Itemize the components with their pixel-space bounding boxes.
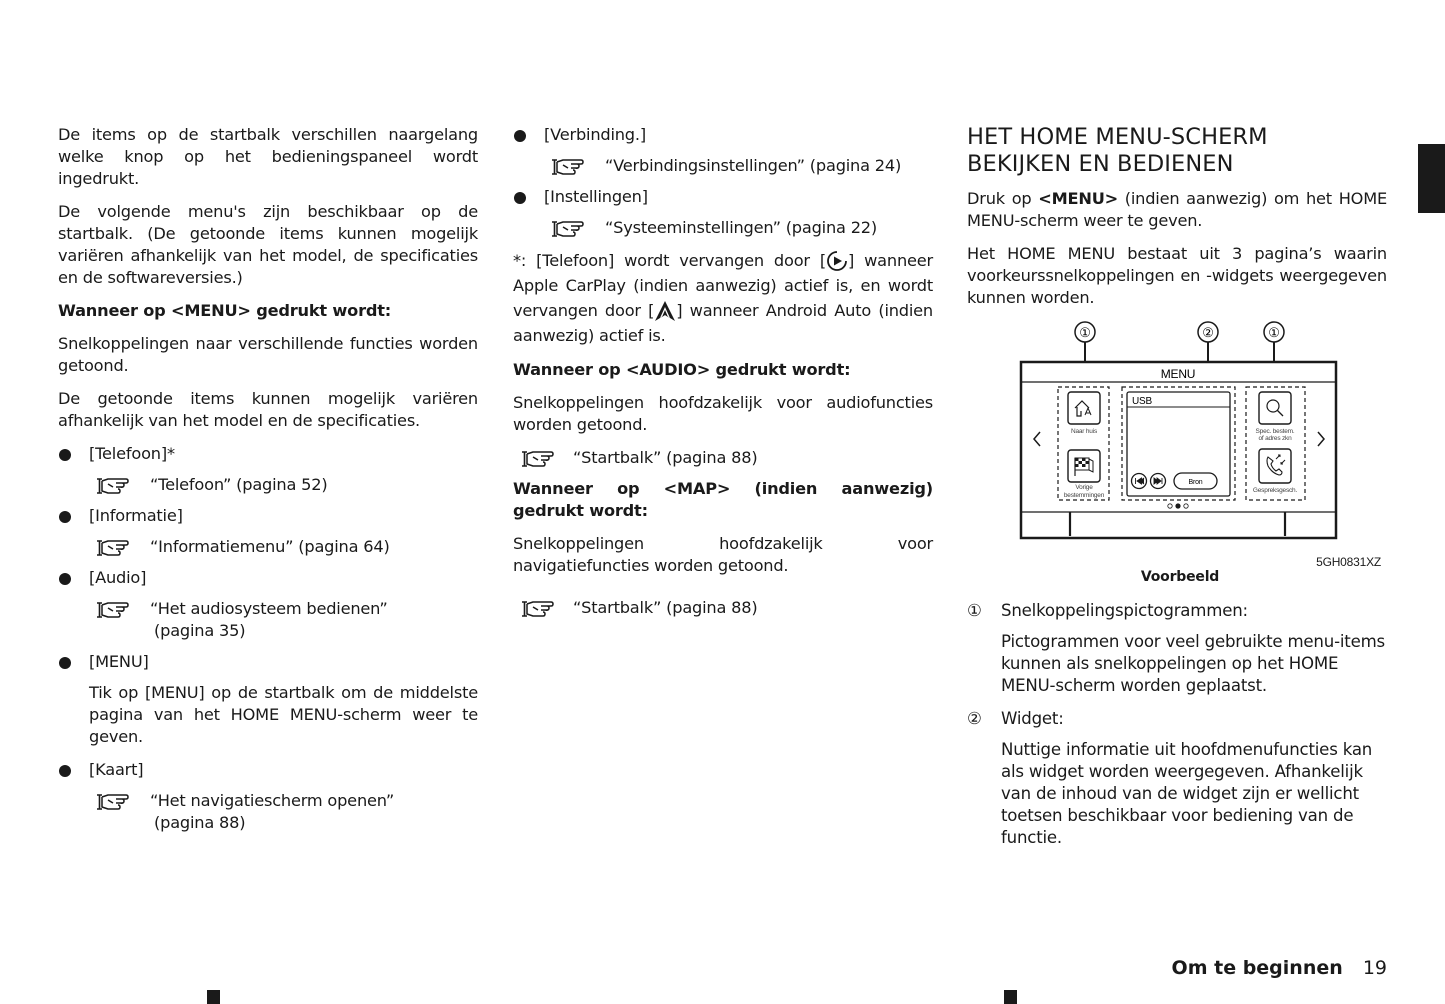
footnote-part-3: ] wanneer Android Auto (indien aanwezig) actief is. [513,301,933,345]
widget-title: USB [1132,396,1152,407]
shortcut-label: Spec. bestem. [1255,428,1295,435]
heading-menu-pressed: Wanneer op <MENU> gedrukt wordt: [58,301,392,320]
legend-title: Widget: [1001,709,1064,728]
legend-number: ② [967,709,982,728]
bullet-icon [59,657,71,669]
section-title [967,124,1387,178]
source-button[interactable] [1174,473,1217,489]
reference-text[interactable]: “Het navigatiescherm openen” [150,791,395,810]
menu-description: Snelkoppelingen naar verschillende functies worden getoond. [58,334,478,375]
callout-number: ① [1268,325,1280,340]
page-reference-verbinding[interactable] [513,155,933,177]
text: (indien aanwezig) om het HOME MENU-scherm weer te geven. [967,189,1387,230]
shortcut-gespreksgeschiedenis[interactable] [1253,449,1298,494]
page-reference-audio[interactable] [58,598,478,642]
menu-item-description: Tik op [MENU] op de startbalk om de middelste pagina van het HOME MENU-scherm weer te geven. [89,683,478,746]
item-label: [Informatie] [89,506,183,525]
list-item-informatie [58,505,478,527]
bullet-icon [514,192,526,204]
heading-audio-pressed: Wanneer op <AUDIO> gedrukt wordt: [513,360,851,379]
list-item-telefoon [58,443,478,465]
chapter-tab-marker [1418,144,1445,213]
column-right [967,124,1387,860]
item-label: [Telefoon]* [89,444,175,463]
bullet-icon [59,573,71,585]
intro-paragraph-1: De items op de startbalk verschillen naargelang welke knop op het bedieningspaneel wordt ingedrukt. [58,125,478,188]
item-label: [Verbinding.] [544,125,646,144]
paragraph-menu-button [967,188,1387,232]
footnote [513,248,933,348]
footnote-part-2: ] wanneer Apple CarPlay (indien aanwezig) actief is, en wordt vervangen door [ [513,251,933,320]
reference-text[interactable]: “Startbalk” (pagina 88) [573,448,758,467]
column-left [58,124,478,843]
reference-text[interactable]: “Telefoon” (pagina 52) [150,475,328,494]
section-title-line-1: HET HOME MENU-SCHERM [967,124,1268,150]
skip-previous-icon[interactable] [1132,474,1147,489]
page-footer [1172,957,1387,979]
page-reference-audio-startbalk[interactable] [513,447,933,469]
list-item-menu [58,651,478,673]
audio-description: Snelkoppelingen hoofdzakelijk voor audiofuncties worden getoond. [513,393,933,434]
page-dot[interactable] [1184,504,1188,508]
text: Druk op [967,189,1039,208]
menu-key: <MENU> [1038,189,1119,208]
list-item-kaart [58,759,478,781]
item-label: [Kaart] [89,760,144,779]
legend-number: ① [967,601,982,620]
callout-number: ① [1079,325,1091,340]
page-reference-telefoon[interactable] [58,474,478,496]
reference-text[interactable]: “Verbindingsinstellingen” (pagina 24) [605,156,902,175]
shortcut-label: Naar huis [1070,428,1098,435]
reference-hand-icon [96,477,130,495]
reference-text[interactable]: “Het audiosysteem bedienen” [150,599,388,618]
reference-text[interactable]: “Informatiemenu” (pagina 64) [150,537,390,556]
reference-hand-icon [96,539,130,557]
crop-mark-right [1004,990,1017,1004]
footer-section-title: Om te beginnen [1171,957,1343,979]
shortcut-naar-huis[interactable] [1068,392,1100,435]
page-reference-informatie[interactable] [58,536,478,558]
reference-hand-icon [96,793,130,811]
shortcut-label: of adres zkn [1258,435,1292,442]
shortcut-label: Gespreksgesch. [1252,487,1298,494]
reference-hand-icon [96,601,130,619]
reference-page[interactable]: (pagina 88) [154,813,246,832]
usb-widget[interactable] [1127,392,1230,496]
legend-description: Nuttige informatie uit hoofdmenufuncties kan als widget worden weergegeven. Afhankelijk van de inhoud van de widget zijn er wellicht toetsen beschikbaar voor bediening van de functie. [1001,740,1373,847]
menu-note: De getoonde items kunnen mogelijk variëren afhankelijk van het model en de specificaties. [58,389,478,430]
reference-hand-icon [551,220,585,238]
legend-description: Pictogrammen voor veel gebruikte menu-items kunnen als snelkoppelingen op het HOME MENU-scherm worden geplaatst. [1001,632,1385,695]
callout-number: ② [1202,325,1214,340]
page-dot[interactable] [1168,504,1172,508]
map-description: Snelkoppelingen hoofdzakelijk voor navigatiefuncties worden getoond. [513,534,933,575]
item-label: [Instellingen] [544,187,648,206]
reference-hand-icon [521,600,555,618]
home-menu-illustration [967,320,1387,600]
reference-hand-icon [521,450,555,468]
source-button-label: Bron [1188,479,1203,486]
screen-title: MENU [1160,367,1196,381]
list-item-verbinding [513,124,933,146]
page-indicator [1168,504,1188,508]
footnote-part-1: *: [Telefoon] wordt vervangen door [ [513,251,826,270]
shortcut-label: bestemmingen [1063,492,1105,499]
page-reference-kaart[interactable] [58,790,478,834]
column-middle [513,124,933,628]
list-item-audio [58,567,478,589]
paragraph-home-menu-pages: Het HOME MENU bestaat uit 3 pagina’s waarin voorkeurssnelkoppelingen en -widgets weergegeven kunnen worden. [967,244,1387,307]
figure-code: 5GH0831XZ [1316,555,1381,569]
item-label: [MENU] [89,652,149,671]
page-reference-map-startbalk[interactable] [513,597,933,619]
figure-caption: Voorbeeld [1140,569,1220,585]
shortcut-spec-bestemming[interactable] [1256,392,1295,442]
bullet-icon [59,511,71,523]
bullet-icon [59,765,71,777]
section-title-line-2: BEKIJKEN EN BEDIENEN [967,151,1234,177]
item-label: [Audio] [89,568,147,587]
list-item-instellingen [513,186,933,208]
page-number: 19 [1362,957,1387,979]
bullet-icon [514,130,526,142]
legend-item-2 [967,708,1387,730]
carplay-play-icon [826,250,848,272]
crop-mark-left [207,990,220,1004]
bullet-icon [59,449,71,461]
skip-next-icon[interactable] [1151,474,1166,489]
android-auto-icon [654,300,676,322]
reference-text[interactable]: “Startbalk” (pagina 88) [573,598,758,617]
legend-title: Snelkoppelingspictogrammen: [1001,601,1248,620]
page-dot-active[interactable] [1176,504,1180,508]
heading-map-pressed: Wanneer op <MAP> (indien aanwezig) gedrukt wordt: [513,479,933,520]
reference-page[interactable]: (pagina 35) [154,621,246,640]
legend-item-1 [967,600,1387,622]
home-menu-diagram [967,320,1393,560]
reference-text[interactable]: “Systeeminstellingen” (pagina 22) [605,218,878,237]
page-reference-instellingen[interactable] [513,217,933,239]
intro-paragraph-2: De volgende menu's zijn beschikbaar op de startbalk. (De getoonde items kunnen mogelijk variëren afhankelijk van het model, de specificaties en de softwareversies.) [58,202,478,287]
reference-hand-icon [551,158,585,176]
shortcut-label: Vorige [1075,484,1093,491]
shortcut-vorige-bestemmingen[interactable] [1064,450,1105,499]
